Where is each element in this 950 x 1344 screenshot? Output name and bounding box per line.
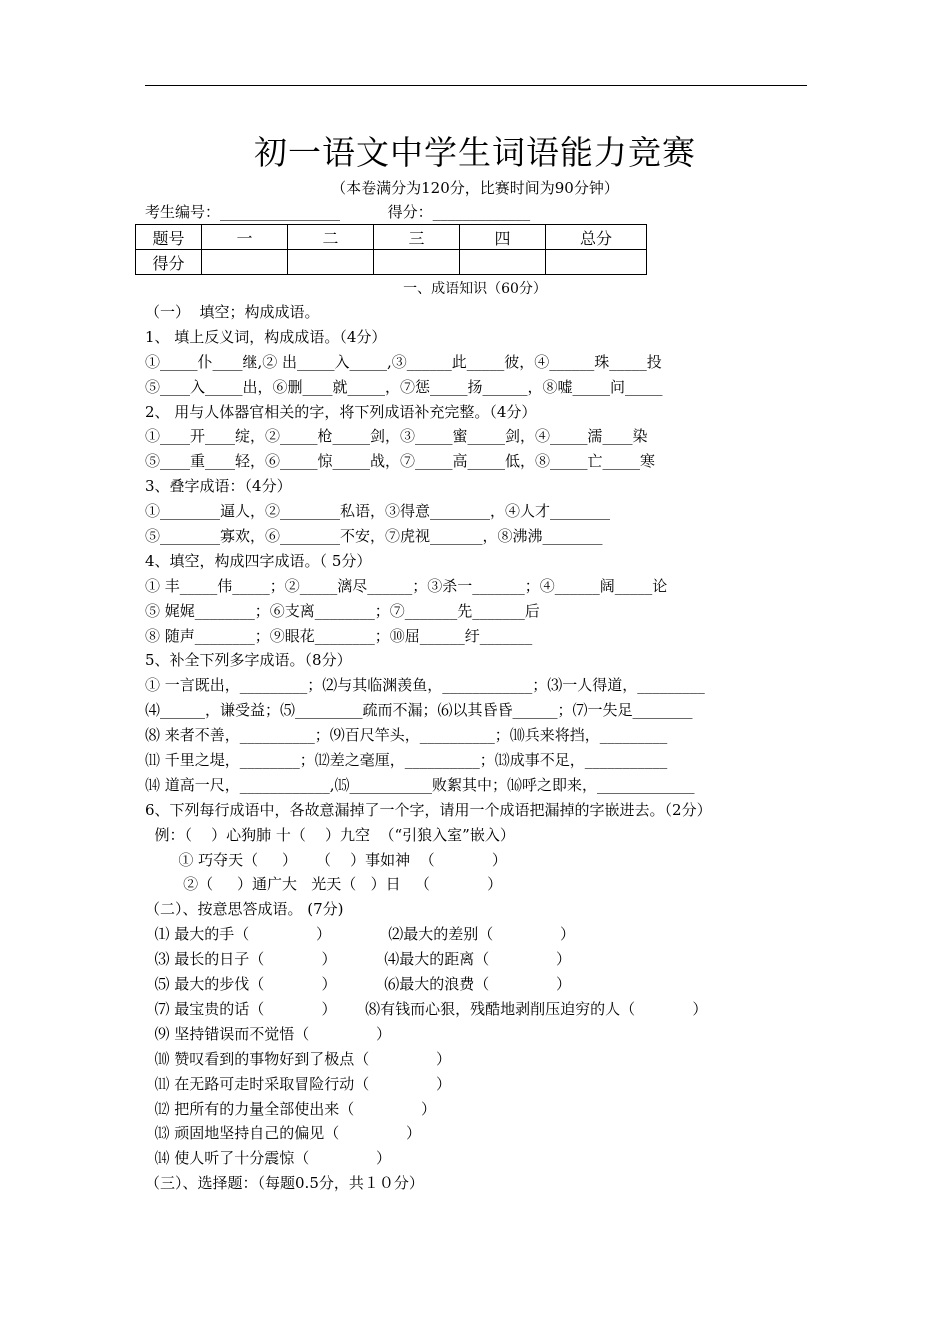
question-line: ⑴ 最大的手（ ） ⑵最大的差别（ ） — [145, 925, 576, 944]
question-line: ①________逼人，②________私语，③得意________，④人才________ — [145, 502, 611, 521]
top-rule — [145, 85, 807, 86]
question-line: 5、补全下列多字成语。（8分） — [145, 651, 352, 670]
question-line: ⑤________寡欢，⑥________不安，⑦虎视_______，⑧沸沸________ — [145, 527, 603, 546]
question-line: ⑾ 在无路可走时采取冒险行动（ ） — [145, 1074, 452, 1093]
question-line: ②（ ）通广大 光天（ ）日 （ ） — [145, 875, 503, 894]
question-line: （一） 填空；构成成语。 — [145, 303, 320, 321]
question-body — [145, 300, 835, 1196]
score-cell — [288, 250, 374, 275]
question-line: ① 一言既出，_________；⑵与其临渊羡鱼，____________；⑶一人得道，_________ — [145, 676, 705, 695]
score-cell — [202, 250, 288, 275]
question-line: 2、 用与人体器官相关的字，将下列成语补充完整。（4分） — [145, 402, 537, 421]
page-title: 初一语文中学生词语能力竞赛 — [254, 133, 696, 172]
question-line: ⒀ 顽固地坚持自己的偏见（ ） — [145, 1124, 422, 1143]
question-line: ⑿ 把所有的力量全部使出来（ ） — [145, 1099, 437, 1118]
candidate-info-line: 考生编号：________________ 得分：_____________ — [145, 203, 531, 221]
question-line: ① 丰_____伟_____；②_____漓尽______；③杀一_______；④______阔_____论 — [145, 576, 668, 595]
score-table-header-cell: 二 — [288, 225, 374, 250]
exam-subtitle: （本卷满分为120分，比赛时间为90分钟） — [331, 179, 619, 197]
section-heading: 一、成语知识（60分） — [403, 281, 547, 297]
score-table-header-cell: 四 — [460, 225, 546, 250]
question-line: ⑶ 最长的日子（ ） ⑷最大的距离（ ） — [145, 950, 571, 969]
question-line: ① 巧夺天（ ） （ ）事如神 （ ） — [145, 850, 507, 869]
question-line: ①____开____绽，②_____枪_____剑，③_____蜜_____剑，④_____濡____染 — [145, 427, 648, 446]
score-table-score-row — [136, 250, 647, 275]
question-line: ⒁ 使人听了十分震惊（ ） — [145, 1149, 392, 1168]
score-cell — [460, 250, 546, 275]
question-line: ⑽ 赞叹看到的事物好到了极点（ ） — [145, 1049, 452, 1068]
question-line: ⑼ 坚持错误而不觉悟（ ） — [145, 1024, 392, 1043]
score-cell — [374, 250, 460, 275]
score-table-header-cell: 三 — [374, 225, 460, 250]
question-line: ⑤____重____轻，⑥_____惊_____战，⑦_____高_____低，⑧_____亡_____寒 — [145, 452, 656, 471]
question-line: ①_____仆____继,② 出_____入_____,③______此_____彼，④______珠_____投 — [145, 352, 662, 371]
question-line: （二）、按意思答成语。 (7分) — [145, 900, 344, 919]
score-table-header-cell: 总分 — [546, 225, 647, 250]
question-line: ⑤____入_____出，⑥删____就_____，⑦惩_____扬______，⑧嘘_____问_____ — [145, 377, 663, 396]
score-table-header-cell: 题号 — [136, 225, 202, 250]
question-line: ⑺ 最宝贵的话（ ） ⑻有钱而心狠，残酷地剥削压迫穷的人（ ） — [145, 999, 708, 1018]
question-line: ⑸ 最大的步伐（ ） ⑹最大的浪费（ ） — [145, 975, 571, 994]
question-line: ⑾ 千里之堤，________；⑿差之毫厘，__________；⒀成事不足，___________ — [145, 751, 668, 770]
score-table-header-cell: 一 — [202, 225, 288, 250]
score-table-row-label: 得分 — [136, 250, 202, 275]
question-line: 例：（ ）心狗肺 十（ ）九空 （“引狼入室”嵌入） — [145, 825, 515, 844]
question-line: 4、填空，构成四字成语。（ 5分） — [145, 551, 372, 570]
question-line: ⑤ 娓娓________；⑥支离________；⑦_______先_______后 — [145, 601, 540, 620]
score-table — [135, 224, 647, 275]
question-line: 3、叠字成语：（4分） — [145, 477, 292, 496]
score-cell — [546, 250, 647, 275]
question-line: ⑷______，谦受益；⑸_________疏而不漏；⑹以其昏昏______；⑺一失足________ — [145, 701, 693, 720]
question-line: ⑧ 随声________；⑨眼花________；⑩屈______纡_______ — [145, 626, 533, 645]
score-table-header-row — [136, 225, 647, 250]
question-line: 1、 填上反义词，构成成语。（4分） — [145, 327, 387, 346]
question-line: （三）、选择题：（每题0.5分，共１０分） — [145, 1174, 424, 1193]
question-line: ⑻ 来者不善，__________；⑼百尺竿头，__________；⑽兵来将挡，_________ — [145, 726, 668, 745]
question-line: ⒁ 道高一尺，____________,⒂___________败絮其中；⒃呼之即来，_____________ — [145, 775, 695, 794]
question-line: 6、下列每行成语中，各故意漏掉了一个字，请用一个成语把漏掉的字嵌进去。（2分） — [145, 800, 712, 819]
